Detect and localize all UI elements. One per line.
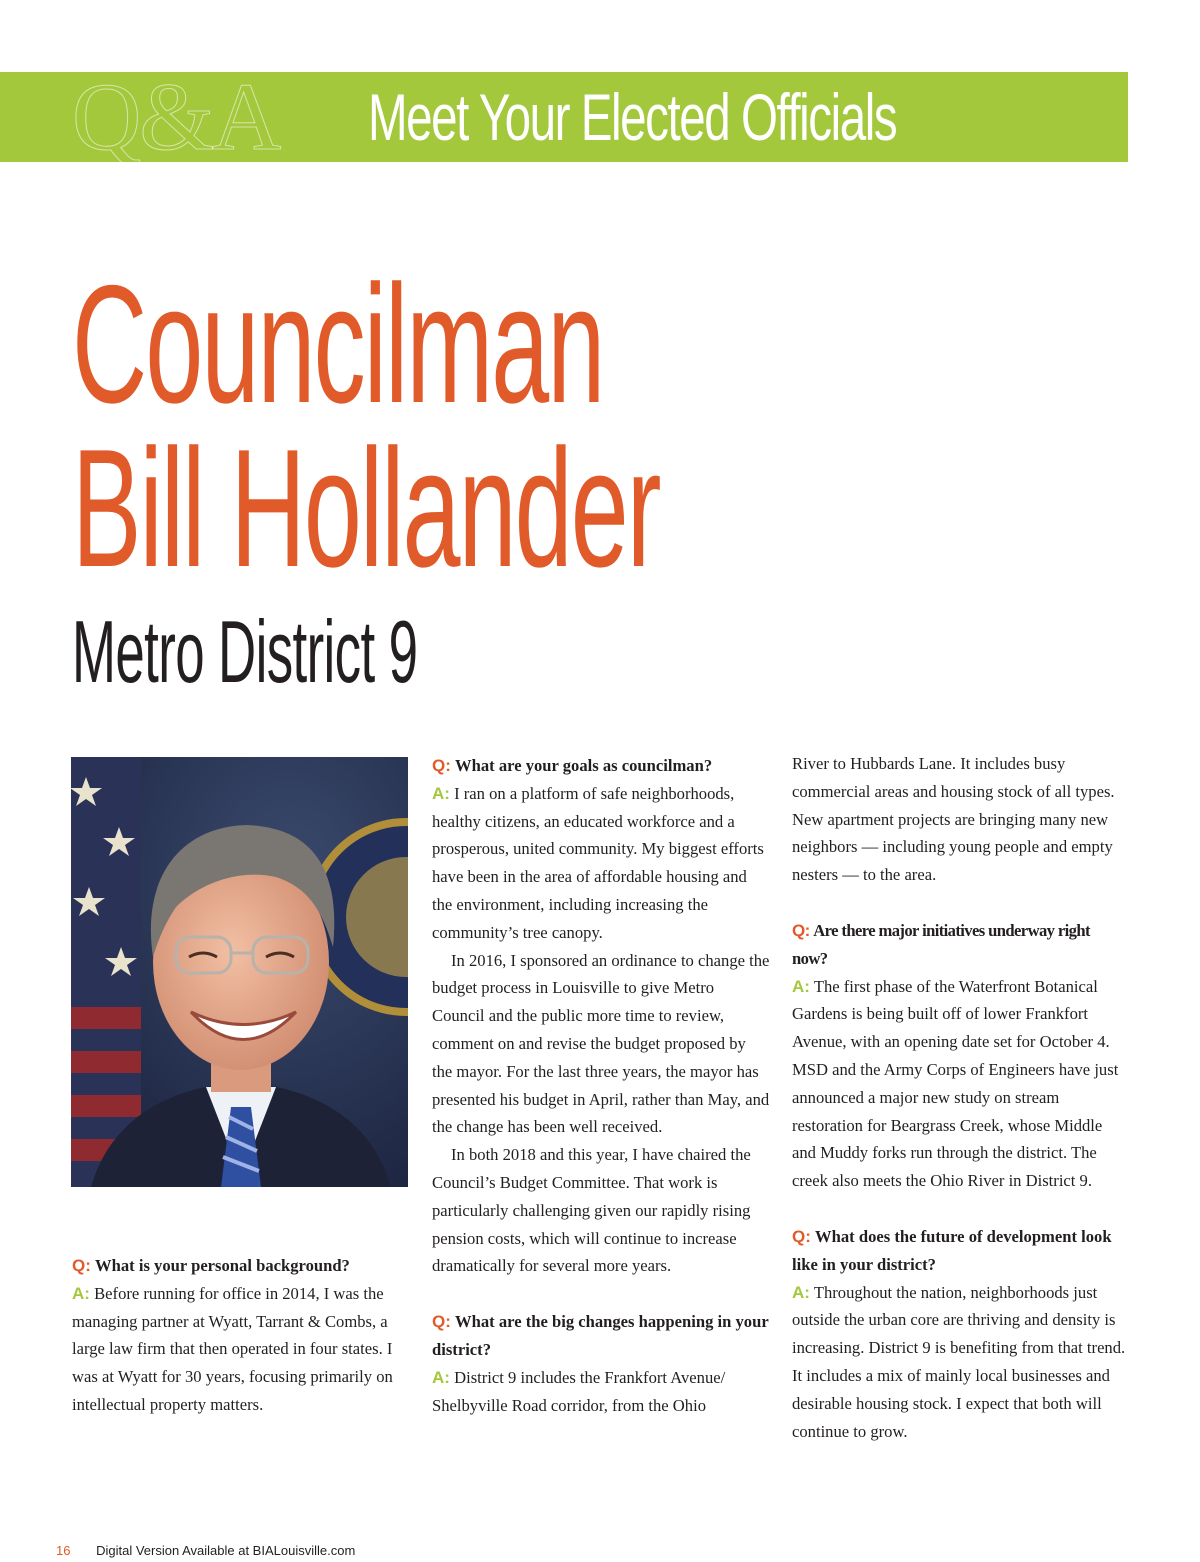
- a-label: A:: [792, 1282, 810, 1302]
- portrait-photo: [71, 757, 408, 1187]
- question-text: What is your personal background?: [95, 1256, 350, 1275]
- answer-changes-continued: River to Hubbards Lane. It includes busy commercial areas and housing stock of all types. New apartment projects are bringing many new neighbors — including young people and empty nesters — to the area.: [792, 754, 1115, 885]
- question-future: [792, 1223, 1128, 1279]
- page-footer: [56, 1540, 355, 1562]
- answer-text: District 9 includes the Frankfort Avenue/ Shelbyville Road corridor, from the Ohio: [432, 1367, 726, 1415]
- header-banner: [0, 63, 1128, 170]
- question-goals: [432, 752, 770, 780]
- question-text: What are your goals as councilman?: [455, 756, 713, 775]
- answer-future: [792, 1279, 1128, 1446]
- answer-goals-paragraph-2: In 2016, I sponsored an ordinance to change the budget process in Louisville to give Metro Council and the public more time to review, comment on and revise the budget proposed by the mayor. For the last three years, the mayor has presented his budget in April, rather than May, and the change has been well received.: [432, 950, 770, 1137]
- answer-initiatives: [792, 973, 1128, 1195]
- q-label: Q:: [792, 1226, 811, 1246]
- answer-text: Throughout the nation, neighborhoods just outside the urban core are thriving and density is increasing. District 9 is benefiting from that trend. It includes a mix of mainly local businesses and desirable housing stock. I expect that both will continue to grow.: [792, 1282, 1126, 1441]
- question-text: What are the big changes happening in your district?: [432, 1312, 769, 1359]
- headline-line-2: Bill Hollander: [72, 414, 660, 602]
- q-label: Q:: [432, 1312, 451, 1332]
- question-initiatives: [792, 917, 1128, 973]
- qa-watermark: Q&A: [72, 63, 280, 170]
- answer-text: The first phase of the Waterfront Botanical Gardens is being built off of lower Frankfort Avenue, with an opening date set for October 4. MSD and the Army Corps of Engineers have just announced a major new study on stream restoration for Beargrass Creek, whose Middle and Muddy forks run through the district. The creek also meets the Ohio River in District 9.: [792, 976, 1119, 1191]
- answer-text: I ran on a platform of safe neighborhoods, healthy citizens, an educated workforce and a prosperous, united community. My biggest efforts have been in the area of affordable housing and the environment, including increasing the community’s tree canopy.: [432, 783, 764, 942]
- answer-goals: [432, 780, 770, 947]
- answer-text: Before running for office in 2014, I was the managing partner at Wyatt, Tarrant & Combs, a large law firm that then operated in four states. I was at Wyatt for 30 years, focusing primarily on intellectual property matters.: [72, 1283, 393, 1414]
- a-label: A:: [432, 1367, 450, 1387]
- answer-goals-paragraph-3: In both 2018 and this year, I have chaired the Council’s Budget Committee. That work is particularly challenging given our rapidly rising pension costs, which will continue to increase dramatically for several more years.: [432, 1145, 751, 1276]
- answer-changes: [432, 1364, 770, 1420]
- a-label: A:: [432, 783, 450, 803]
- a-label: A:: [792, 976, 810, 996]
- q-label: Q:: [792, 920, 810, 940]
- column-middle: [432, 752, 770, 1419]
- banner-title: Meet Your Elected Officials: [368, 80, 897, 154]
- column-right: [792, 750, 1128, 1445]
- district-subhead: Metro District 9: [72, 602, 418, 701]
- question-text: Are there major initiatives underway right now?: [792, 920, 1090, 968]
- column-left: [72, 1252, 410, 1419]
- question-text: What does the future of development look like in your district?: [792, 1226, 1112, 1274]
- a-label: A:: [72, 1283, 90, 1303]
- q-label: Q:: [72, 1256, 91, 1275]
- q-label: Q:: [432, 756, 451, 775]
- question-background: [72, 1252, 410, 1280]
- footer-text: Digital Version Available at BIALouisville.com: [96, 1543, 356, 1558]
- headline: [72, 250, 660, 602]
- headline-line-1: Councilman: [72, 250, 604, 438]
- question-changes: [432, 1308, 770, 1364]
- page-number: 16: [56, 1543, 71, 1558]
- answer-background: [72, 1280, 410, 1419]
